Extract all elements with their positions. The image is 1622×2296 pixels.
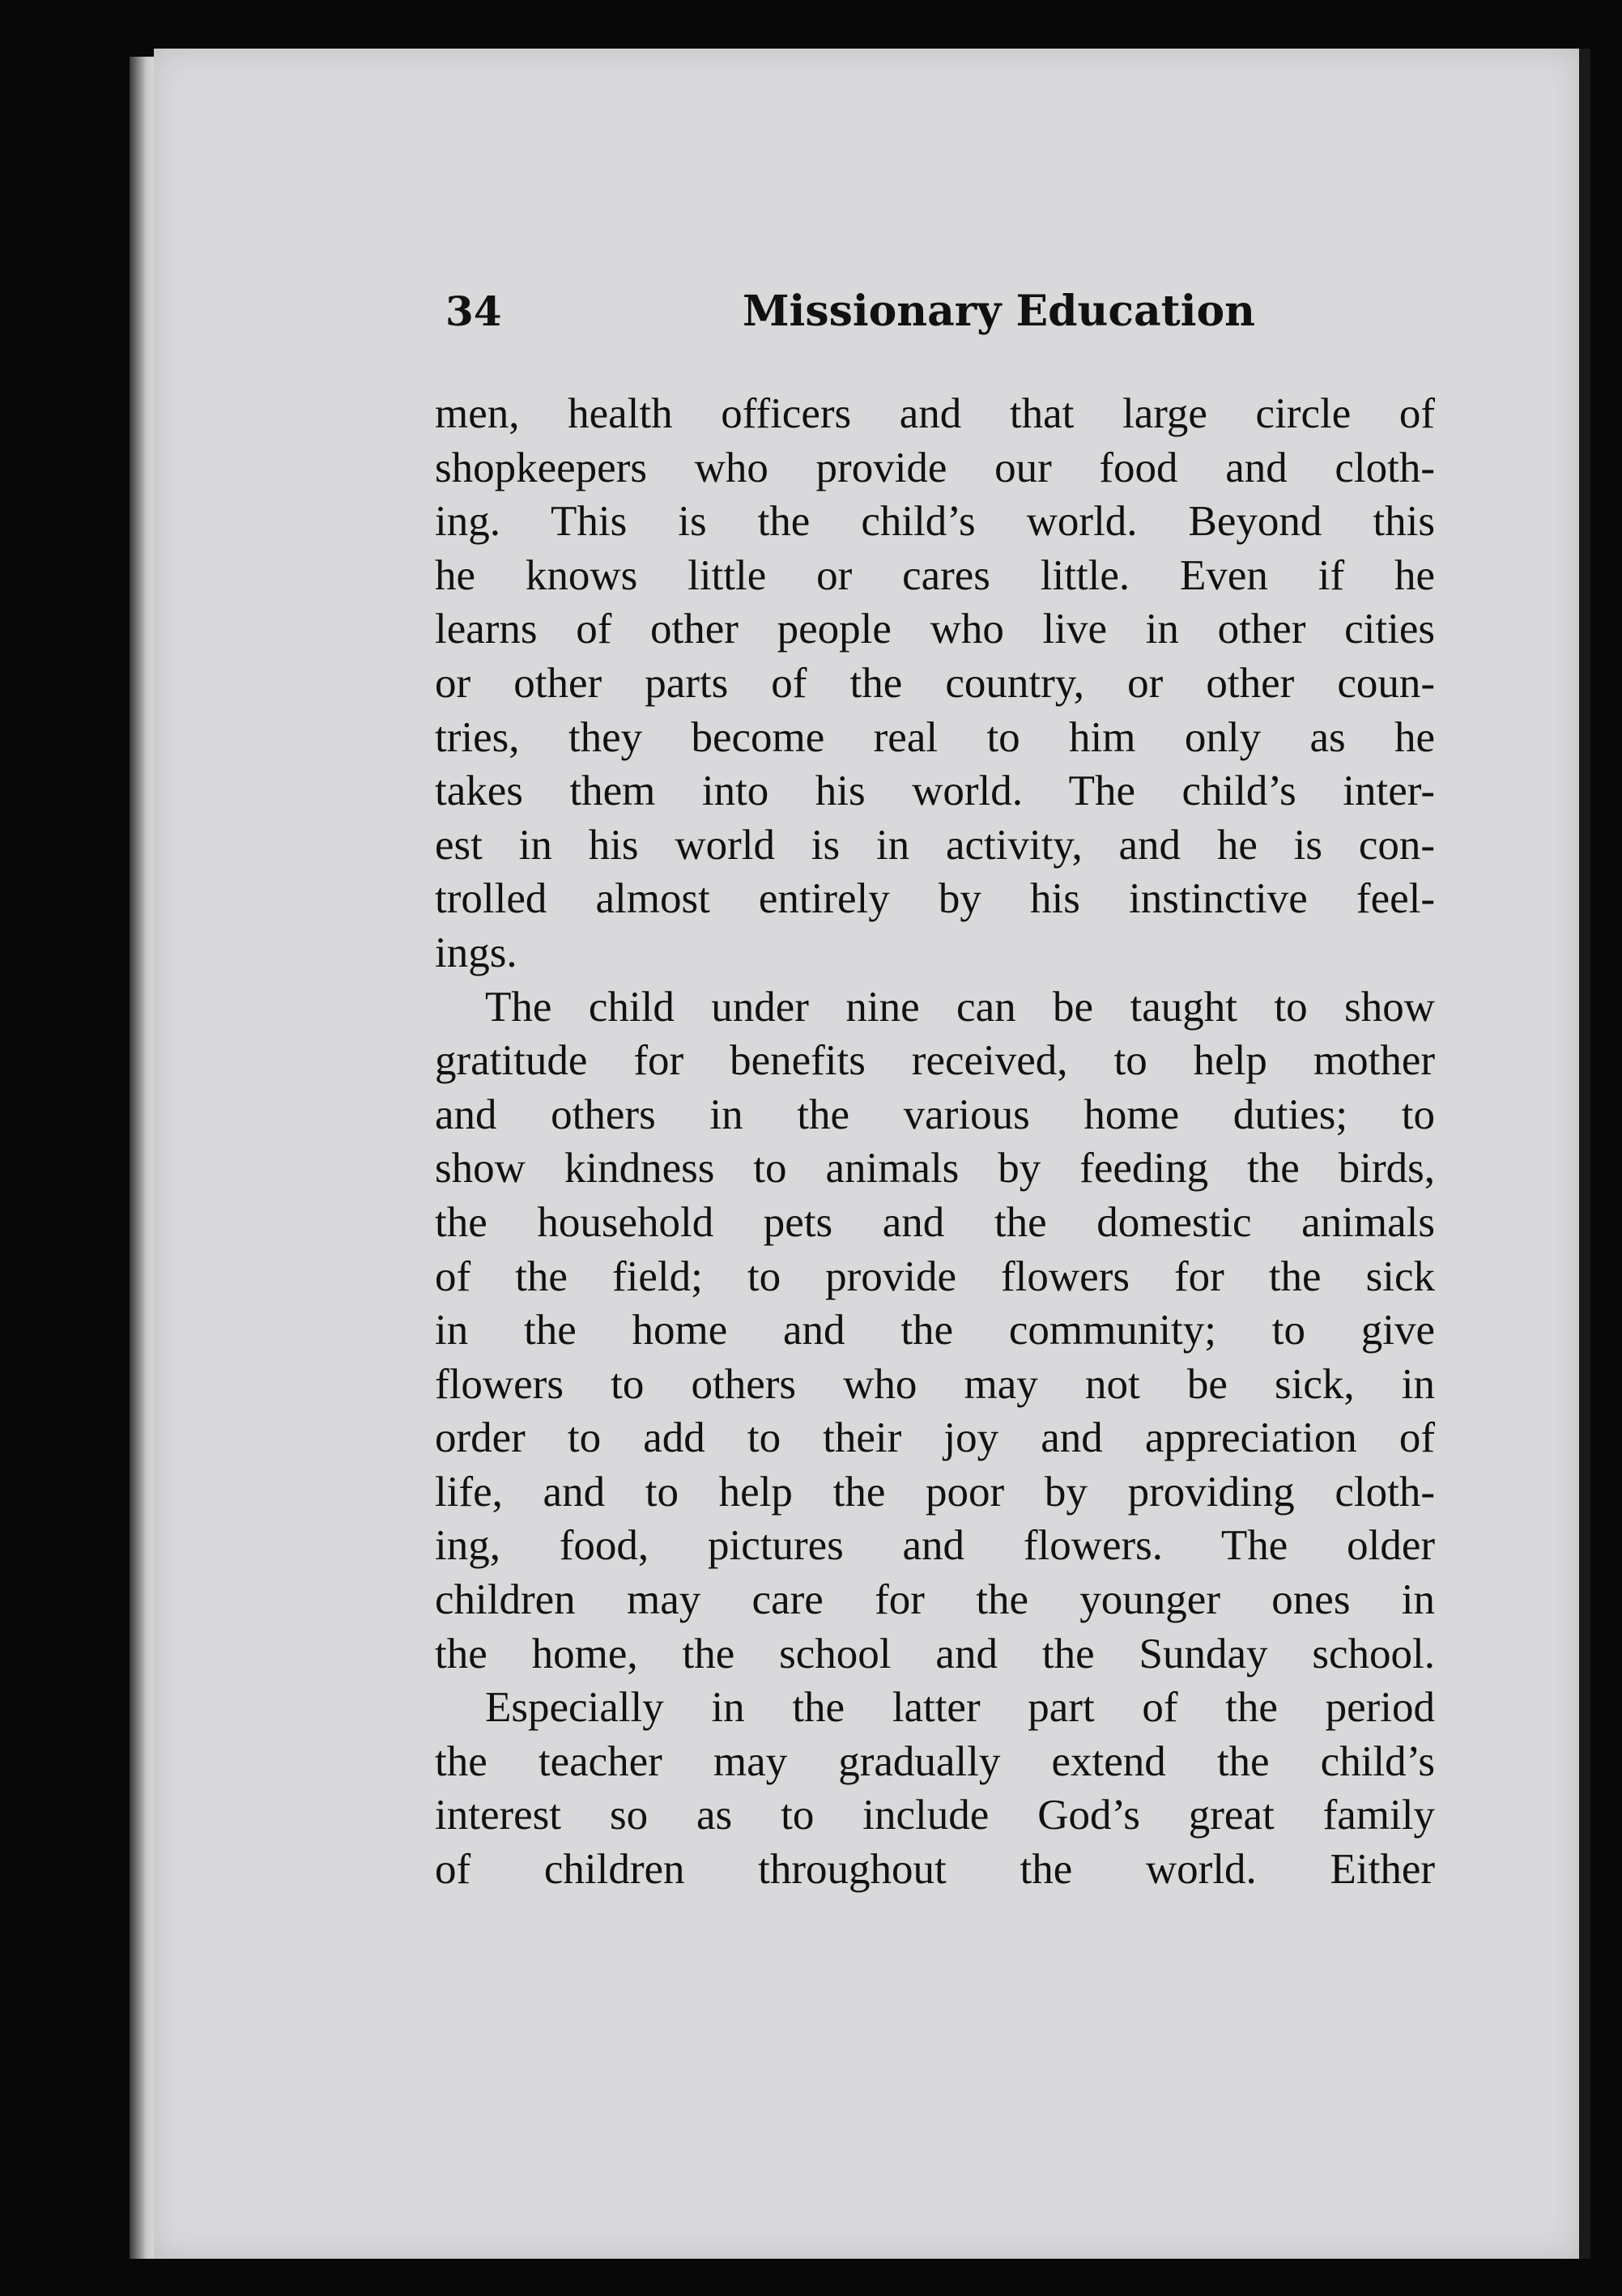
- text-line: ing. This is the child’s world. Beyond this: [435, 498, 1435, 546]
- text-line: children may care for the younger ones in: [435, 1576, 1435, 1624]
- text-line: the household pets and the domestic animals: [435, 1198, 1435, 1246]
- text-line: of the field; to provide flowers for the sick: [435, 1252, 1435, 1300]
- running-title: Missionary Education: [743, 287, 1255, 336]
- running-header: [445, 279, 1425, 344]
- text-line: flowers to others who may not be sick, in: [435, 1360, 1435, 1408]
- body-text: [435, 387, 1435, 1897]
- text-line: trolled almost entirely by his instinctive feel-: [435, 875, 1435, 923]
- text-line: show kindness to animals by feeding the birds,: [435, 1145, 1435, 1193]
- text-line: life, and to help the poor by providing cloth-: [435, 1468, 1435, 1516]
- text-line: The child under nine can be taught to show: [485, 983, 1435, 1031]
- text-line: men, health officers and that large circle of: [435, 390, 1435, 437]
- text-line: ing, food, pictures and flowers. The older: [435, 1522, 1435, 1570]
- page-right-edge: [1579, 49, 1590, 2259]
- text-line: shopkeepers who provide our food and cloth-: [435, 444, 1435, 491]
- text-line: the home, the school and the Sunday school.: [435, 1630, 1435, 1677]
- text-line: est in his world is in activity, and he is con-: [435, 821, 1435, 869]
- text-line: of children throughout the world. Either: [435, 1846, 1435, 1894]
- text-line: interest so as to include God’s great family: [435, 1792, 1435, 1839]
- text-line: the teacher may gradually extend the child’s: [435, 1737, 1435, 1785]
- text-line: takes them into his world. The child’s inter-: [435, 767, 1435, 815]
- text-line: in the home and the community; to give: [435, 1307, 1435, 1354]
- text-line: ings.: [435, 929, 517, 976]
- text-line: Especially in the latter part of the period: [485, 1684, 1435, 1732]
- text-line: he knows little or cares little. Even if he: [435, 551, 1435, 599]
- book-spine: [130, 57, 154, 2259]
- text-line: tries, they become real to him only as he: [435, 713, 1435, 761]
- text-line: gratitude for benefits received, to help mother: [435, 1037, 1435, 1085]
- text-line: and others in the various home duties; to: [435, 1091, 1435, 1138]
- text-line: or other parts of the country, or other coun-: [435, 659, 1435, 707]
- page-number: 34: [445, 287, 502, 335]
- text-line: order to add to their joy and appreciation of: [435, 1414, 1435, 1462]
- text-line: learns of other people who live in other cities: [435, 606, 1435, 653]
